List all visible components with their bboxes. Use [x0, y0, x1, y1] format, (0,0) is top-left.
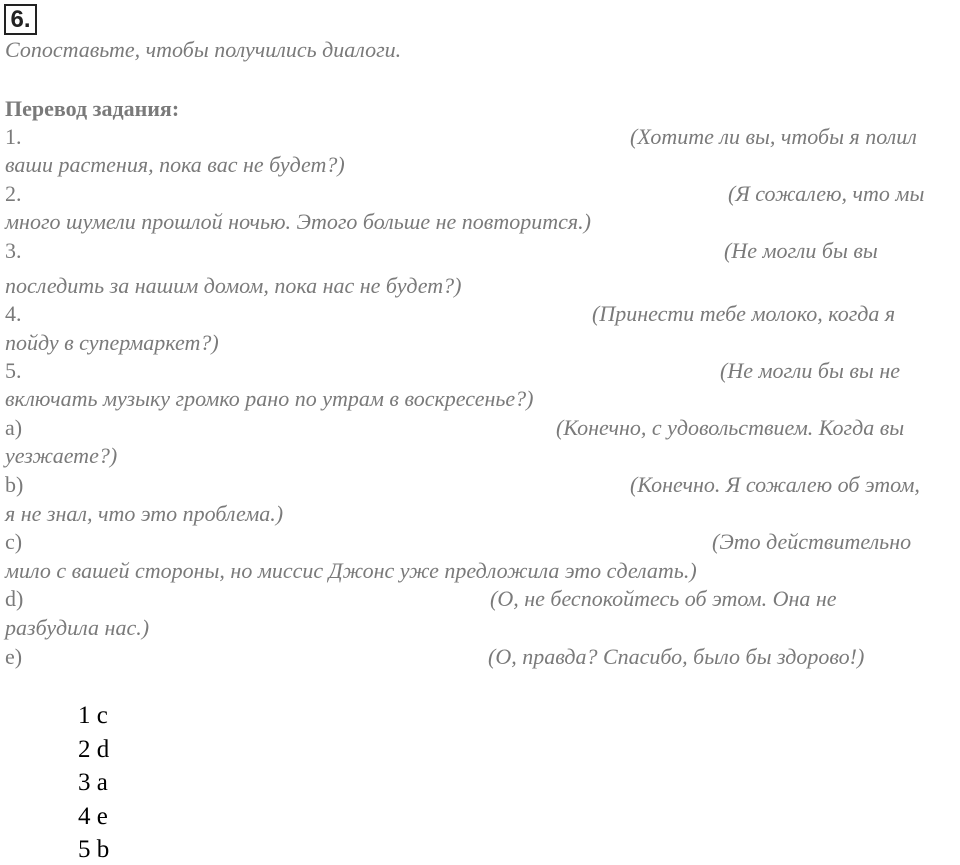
exercise-number: 6. — [4, 4, 37, 35]
item-1-text-start: (Хотите ли вы, чтобы я полил — [630, 124, 917, 149]
response-c-text-start: (Это действительно — [712, 529, 912, 554]
answer-2: 2 d — [78, 736, 110, 763]
answer-3: 3 a — [78, 769, 108, 796]
item-4-label: 4. — [5, 301, 22, 326]
response-d-label: d) — [5, 586, 24, 611]
item-5-label: 5. — [5, 358, 22, 383]
response-b-text-start: (Конечно. Я сожалею об этом, — [630, 472, 920, 497]
item-2-label: 2. — [5, 181, 22, 206]
response-a-label: a) — [5, 415, 23, 440]
item-2-text-start: (Я сожалею, что мы — [728, 181, 925, 206]
response-d-text-start: (О, не беспокойтесь об этом. Она не — [490, 586, 837, 611]
item-5-text-start: (Не могли бы вы не — [720, 358, 900, 383]
response-c-label: c) — [5, 529, 23, 554]
response-e-text-start: (О, правда? Спасибо, было бы здорово!) — [488, 644, 865, 669]
response-e-label: e) — [5, 644, 23, 669]
response-a-text-end: уезжаете?) — [5, 443, 118, 468]
translation-heading: Перевод задания: — [5, 96, 180, 121]
answer-5: 5 b — [78, 836, 110, 863]
response-d-text-end: разбудила нас.) — [5, 615, 150, 640]
item-3-text-start: (Не могли бы вы — [724, 238, 878, 263]
item-3-text-end: последить за нашим домом, пока нас не будет?) — [5, 273, 462, 298]
item-1-label: 1. — [5, 124, 22, 149]
response-b-text-end: я не знал, что это проблема.) — [5, 501, 284, 526]
response-b-label: b) — [5, 472, 24, 497]
item-3-label: 3. — [5, 238, 22, 263]
item-4-text-start: (Принести тебе молоко, когда я — [592, 301, 896, 326]
answer-4: 4 e — [78, 803, 108, 830]
item-2-text-end: много шумели прошлой ночью. Этого больше не повторится.) — [5, 209, 591, 234]
response-a-text-start: (Конечно, с удовольствием. Когда вы — [556, 415, 905, 440]
response-c-text-end: мило с вашей стороны, но миссис Джонс уже предложила это сделать.) — [5, 558, 697, 583]
answer-1: 1 c — [78, 702, 108, 729]
item-1-text-end: ваши растения, пока вас не будет?) — [5, 152, 345, 177]
exercise-instruction: Сопоставьте, чтобы получились диалоги. — [5, 37, 402, 62]
item-5-text-end: включать музыку громко рано по утрам в воскресенье?) — [5, 386, 534, 411]
item-4-text-end: пойду в супермаркет?) — [5, 330, 219, 355]
